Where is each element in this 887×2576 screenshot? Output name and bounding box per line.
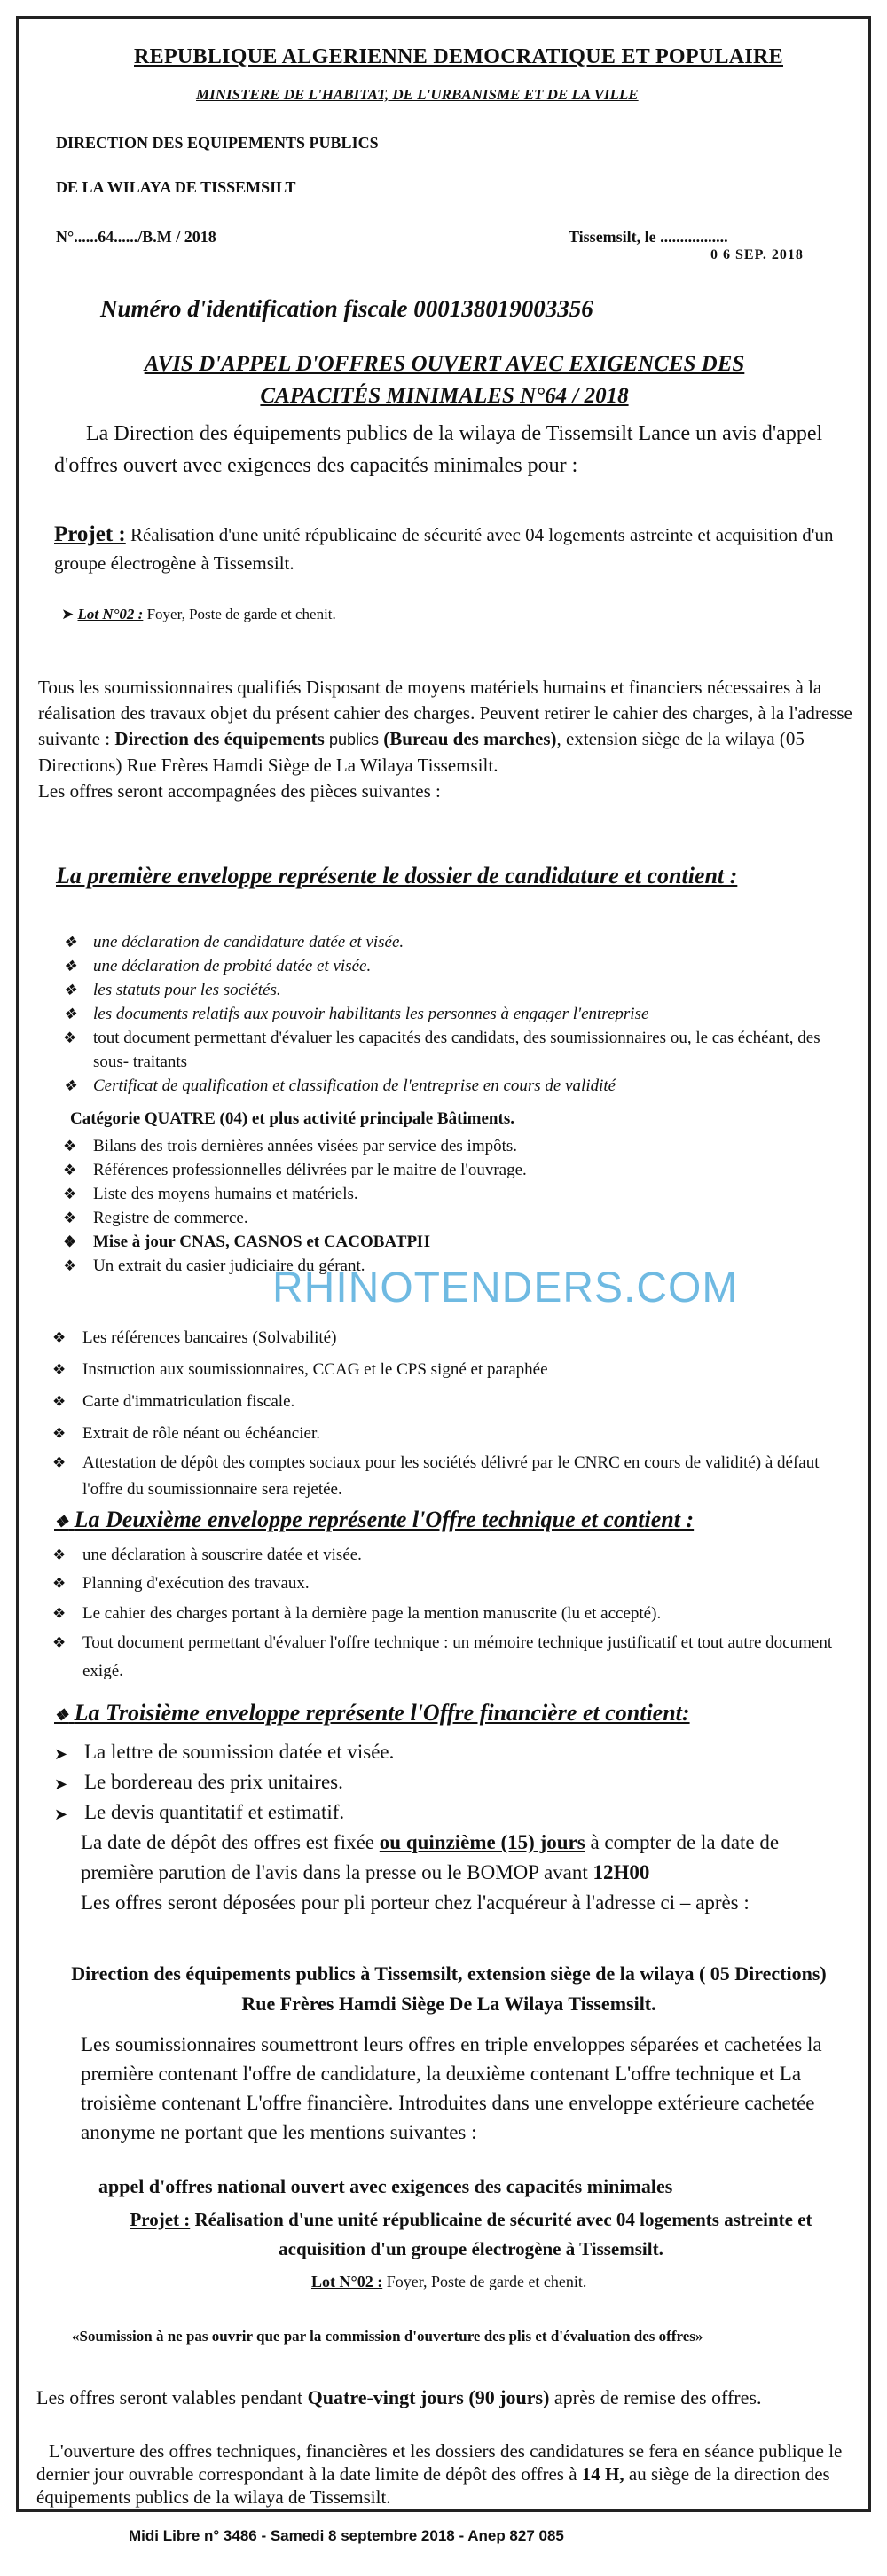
envelope-1-title: La première enveloppe représente le dossier de candidature et contient : [56, 863, 738, 889]
publics-word: publics [329, 731, 380, 748]
list-item: ❖ Extrait de rôle néant ou échéancier. [52, 1418, 851, 1450]
list-item: ❖ Un extrait du casier judiciaire du gérant. [63, 1254, 844, 1278]
document-frame [16, 16, 871, 2512]
diamond-bullet-icon: ❖ [54, 1513, 69, 1531]
list-item: ❖ les documents relatifs aux pouvoir habilitants les personnes à engager l'entreprise [63, 1002, 844, 1026]
address-rest: , extension siège de la wilaya (05 Directions) Rue Frères Hamdi Siège de La Wilaya Tissemsilt. [38, 728, 805, 776]
list-item: ❖ Instruction aux soumissionnaires, CCAG et le CPS signé et paraphée [52, 1354, 851, 1386]
list-item: ❖ Les références bancaires (Solvabilité) [52, 1322, 851, 1354]
list-item: ❖ une déclaration à souscrire datée et visée. [52, 1542, 851, 1569]
fiscal-id: Numéro d'identification fiscale 000138019003356 [100, 295, 593, 322]
diamond-bullet-icon: ❖ [52, 1605, 67, 1622]
ministry-heading: MINISTERE DE L'HABITAT, DE L'URBANISME ET DE LA VILLE [196, 86, 639, 103]
opening-time: 14 H, [581, 2463, 624, 2485]
list-item: ❖ une déclaration de candidature datée et visée. [63, 930, 844, 954]
deposit-deadline: ou quinzième (15) jours [379, 1831, 585, 1853]
list-item: ❖ Registre de commerce. [63, 1206, 844, 1230]
accompanied-text: Les offres seront accompagnées des pièces suivantes : [38, 780, 441, 802]
diamond-bullet-icon: ❖ [63, 1138, 77, 1155]
bureau-marches: (Bureau des marches) [383, 728, 557, 749]
list-item: ❖ Certificat de qualification et classification de l'entreprise en cours de validité [63, 1074, 844, 1098]
direction-line-1: DIRECTION DES EQUIPEMENTS PUBLICS [56, 134, 379, 152]
diamond-bullet-icon: ❖ [63, 958, 77, 975]
qualification-paragraph [38, 675, 854, 804]
list-item: ❖ Tout document permettant d'évaluer l'offre technique : un mémoire technique justificatif et tout autre document exigé. [52, 1629, 851, 1686]
list-item: ❖ une déclaration de probité datée et visée. [63, 954, 844, 978]
address-bold: Direction des équipements [114, 728, 325, 749]
deposit-time: 12H00 [593, 1861, 650, 1883]
lot-2-label: Lot N°02 : [311, 2273, 383, 2290]
diamond-bullet-icon: ❖ [63, 1233, 77, 1250]
category-line: Catégorie QUATRE (04) et plus activité principale Bâtiments. [70, 1109, 514, 1128]
envelope-3-title: ❖ La Troisième enveloppe représente l'Offre financière et contient: [54, 1700, 690, 1726]
diamond-bullet-icon: ❖ [63, 1030, 77, 1046]
list-item: ❖ Attestation de dépôt des comptes sociaux pour les sociétés délivré par le CNRC en cours de validité) à défaut l'offre du soumissionnaire sera rejetée. [52, 1450, 851, 1503]
list-item: ❖ Carte d'immatriculation fiscale. [52, 1386, 851, 1418]
lot-label: Lot N°02 : [77, 606, 144, 622]
reference-number: N°......64....../B.M / 2018 [56, 228, 216, 246]
diamond-bullet-icon: ❖ [52, 1546, 67, 1563]
list-item: ❖ Le cahier des charges portant à la dernière page la mention manuscrite (lu et accepté). [52, 1599, 851, 1629]
envelope-3-list [54, 1737, 852, 1828]
arrow-bullet-icon: ➤ [54, 1775, 68, 1793]
list-item: ❖ Liste des moyens humains et matériels. [63, 1182, 844, 1206]
lot-2-text: Foyer, Poste de garde et chenit. [386, 2273, 587, 2290]
deposit-paragraph: La date de dépôt des offres est fixée ou quinzième (15) jours à compter de la date de première parution de l'avis dans la presse ou le BOMOP avant 12H00 Les offres seront déposées pour pli porteur chez l'acquéreur à l'adresse ci – après : [81, 1831, 780, 1914]
envelope-2-list [52, 1542, 851, 1686]
envelope-2-title: ❖ La Deuxième enveloppe représente l'Offre technique et contient : [54, 1507, 695, 1532]
list-item: ➤ Le devis quantitatif et estimatif. [54, 1797, 852, 1828]
diamond-bullet-icon: ❖ [63, 982, 77, 998]
diamond-bullet-icon: ❖ [63, 1077, 77, 1094]
diamond-bullet-icon: ❖ [63, 1210, 77, 1226]
envelope-1-list-3 [52, 1322, 851, 1503]
projet-paragraph [54, 521, 852, 577]
projet-text: Réalisation d'une unité républicaine de sécurité avec 04 logements astreinte et acquisition d'un groupe électrogène à Tissemsilt. [54, 524, 834, 574]
place-date: Tissemsilt, le ................. [569, 228, 728, 246]
arrow-bullet-icon: ➤ [54, 1745, 68, 1763]
projet-2-paragraph [90, 2205, 852, 2264]
diamond-bullet-icon: ❖ [52, 1425, 67, 1442]
projet-label: Projet : [54, 522, 126, 546]
diamond-bullet-icon: ❖ [52, 1393, 67, 1410]
diamond-bullet-icon: ❖ [63, 1257, 77, 1274]
republic-heading: REPUBLIQUE ALGERIENNE DEMOCRATIQUE ET POPULAIRE [134, 45, 783, 68]
lot-text: Foyer, Poste de garde et chenit. [146, 606, 336, 622]
triple-envelope-paragraph: Les soumissionnaires soumettront leurs offres en triple enveloppes séparées et cachetées la première contenant l'offre de candidature, la deuxième contenant L'offre technique et La troisième contenant L'offre financière. Introduites dans une enveloppe extérieure cachetée anonyme ne portant que les mentions suivantes : [81, 2033, 822, 2143]
national-tender-line: appel d'offres national ouvert avec exigences des capacités minimales [98, 2175, 673, 2197]
list-item: ❖ Planning d'exécution des travaux. [52, 1569, 851, 1599]
diamond-bullet-icon: ❖ [63, 1006, 77, 1022]
direction-line-2: DE LA WILAYA DE TISSEMSILT [56, 178, 296, 196]
diamond-bullet-icon: ❖ [52, 1454, 67, 1471]
diamond-bullet-icon: ❖ [54, 1706, 69, 1724]
diamond-bullet-icon: ❖ [52, 1575, 67, 1592]
watermark: RHINOTENDERS.COM [272, 1265, 739, 1311]
diamond-bullet-icon: ❖ [52, 1634, 67, 1651]
list-item: ❖ tout document permettant d'évaluer les capacités des candidats, des soumissionnaires ou, le cas échéant, des sous- traitants [63, 1026, 844, 1074]
deposit-location-text: Les offres seront déposées pour pli porteur chez l'acquéreur à l'adresse ci – après : [81, 1891, 750, 1914]
envelope-1-list-2 [63, 1134, 844, 1278]
projet-2-label: Projet : [130, 2209, 191, 2230]
address-block: Direction des équipements publics à Tissemsilt, extension siège de la wilaya ( 05 Directions) Rue Frères Hamdi Siège De La Wilaya Tissemsilt. [71, 1962, 827, 2015]
projet-2-text: Réalisation d'une unité républicaine de sécurité avec 04 logements astreinte et acquisition d'un groupe électrogène à Tissemsilt. [194, 2209, 812, 2259]
qualification-text: Tous les soumissionnaires qualifiés Disposant de moyens matériels humains et financiers nécessaires à la réalisation des travaux objet du présent cahier des charges. Peuvent retirer le cahier des charges, à la l'adresse suivante : [38, 677, 852, 749]
arrow-bullet-icon: ➤ [54, 1805, 68, 1823]
list-item: ❖ Références professionnelles délivrées par le maitre de l'ouvrage. [63, 1158, 844, 1182]
validity-period: Quatre-vingt jours (90 jours) [307, 2386, 550, 2408]
newspaper-footer: Midi Libre n° 3486 - Samedi 8 septembre 2018 - Anep 827 085 [129, 2527, 564, 2544]
date-stamp: 0 6 SEP. 2018 [710, 247, 804, 262]
list-item: ❖ Mise à jour CNAS, CASNOS et CACOBATPH [63, 1230, 844, 1254]
diamond-bullet-icon: ❖ [63, 1162, 77, 1178]
envelope-1-list [63, 930, 844, 1098]
do-not-open-notice: «Soumission à ne pas ouvrir que par la commission d'ouverture des plis et d'évaluation des offres» [72, 2328, 703, 2345]
tender-title: AVIS D'APPEL D'OFFRES OUVERT AVEC EXIGENCES DES CAPACITÉS MINIMALES N°64 / 2018 [144, 352, 745, 408]
lot-2-line [311, 2273, 586, 2291]
list-item: ➤ Le bordereau des prix unitaires. [54, 1767, 852, 1797]
diamond-bullet-icon: ❖ [63, 934, 77, 951]
arrow-bullet-icon: ➤ [61, 606, 75, 622]
diamond-bullet-icon: ❖ [52, 1361, 67, 1378]
validity-paragraph: Les offres seront valables pendant Quatre-vingt jours (90 jours) après de remise des offres. [36, 2386, 762, 2408]
list-item: ❖ les statuts pour les sociétés. [63, 978, 844, 1002]
list-item: ❖ Bilans des trois dernières années visées par service des impôts. [63, 1134, 844, 1158]
opening-paragraph: L'ouverture des offres techniques, financières et les dossiers des candidatures se fera en séance publique le dernier jour ouvrable correspondant à la date limite de dépôt des offres à 14 H, au siège de la direction des équipements publics de la wilaya de Tissemsilt. [36, 2440, 843, 2508]
diamond-bullet-icon: ❖ [63, 1186, 77, 1202]
intro-paragraph: La Direction des équipements publics de la wilaya de Tissemsilt Lance un avis d'appel d'offres ouvert avec exigences des capacités minimales pour : [54, 422, 823, 477]
list-item: ➤ La lettre de soumission datée et visée. [54, 1737, 852, 1767]
lot-line [61, 606, 336, 623]
diamond-bullet-icon: ❖ [52, 1329, 67, 1346]
